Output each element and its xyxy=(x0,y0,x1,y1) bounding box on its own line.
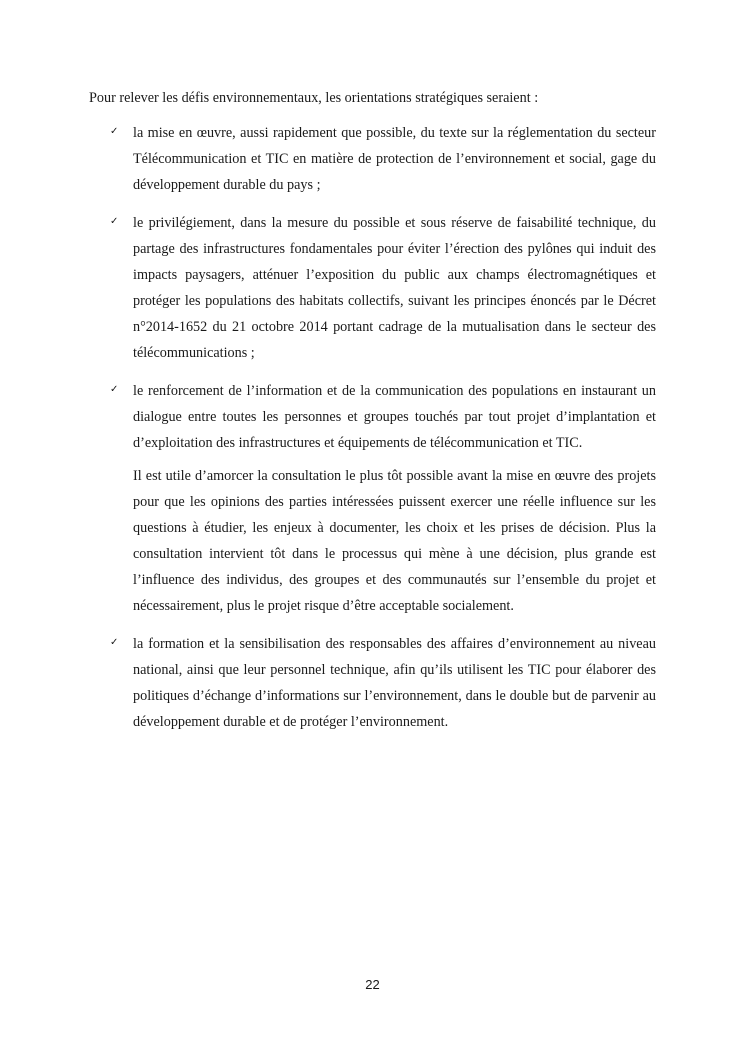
checkmark-icon: ✓ xyxy=(110,384,119,395)
list-item xyxy=(89,210,656,366)
list-item-text: le renforcement de l’information et de la communication des populations en instaurant un dialogue entre toutes les personnes et groupes touchés par tout projet d’implantation et d’exploitation des infrastructures et équipements de télécommunication et TIC. xyxy=(133,383,656,451)
strategic-orientations-list xyxy=(89,120,656,747)
intro-paragraph: Pour relever les défis environnementaux, les orientations stratégiques seraient : xyxy=(89,90,539,106)
list-item-continuation-text: Il est utile d’amorcer la consultation le plus tôt possible avant la mise en œuvre des projets pour que les opinions des parties intéressées puissent exercer une réelle influence sur les questions à étudier, les enjeux à documenter, les choix et les prises de décision. Plus la consultation intervient tôt dans le processus qui mène à une décision, plus grande est l’influence des individus, des groupes et des communautés sur l’ensemble du projet et nécessairement, plus le projet risque d’être acceptable socialement. xyxy=(133,468,656,614)
checkmark-icon: ✓ xyxy=(110,637,119,648)
checkmark-icon: ✓ xyxy=(110,126,119,137)
page-number: 22 xyxy=(365,977,380,992)
list-item xyxy=(89,631,656,735)
list-item-text: la mise en œuvre, aussi rapidement que possible, du texte sur la réglementation du secteur Télécommunication et TIC en matière de protection de l’environnement et social, gage du développement durable du pays ; xyxy=(133,125,656,193)
list-item xyxy=(89,120,656,198)
list-item-text: la formation et la sensibilisation des responsables des affaires d’environnement au niveau national, ainsi que leur personnel technique, afin qu’ils utilisent les TIC pour élaborer des politiques d’échange d’informations sur l’environnement, dans le double but de parvenir au développement durable et de protéger l’environnement. xyxy=(133,636,656,730)
list-item xyxy=(89,378,656,619)
list-item-text: le privilégiement, dans la mesure du possible et sous réserve de faisabilité technique, du partage des infrastructures fondamentales pour éviter l’érection des pylônes qui induit des impacts paysagers, atténuer l’exposition du public aux champs électromagnétiques et protéger les populations des habitats collectifs, suivant les principes énoncés par le Décret n°2014-1652 du 21 octobre 2014 portant cadrage de la mutualisation dans le secteur des télécommunications ; xyxy=(133,215,656,361)
checkmark-icon: ✓ xyxy=(110,216,119,227)
